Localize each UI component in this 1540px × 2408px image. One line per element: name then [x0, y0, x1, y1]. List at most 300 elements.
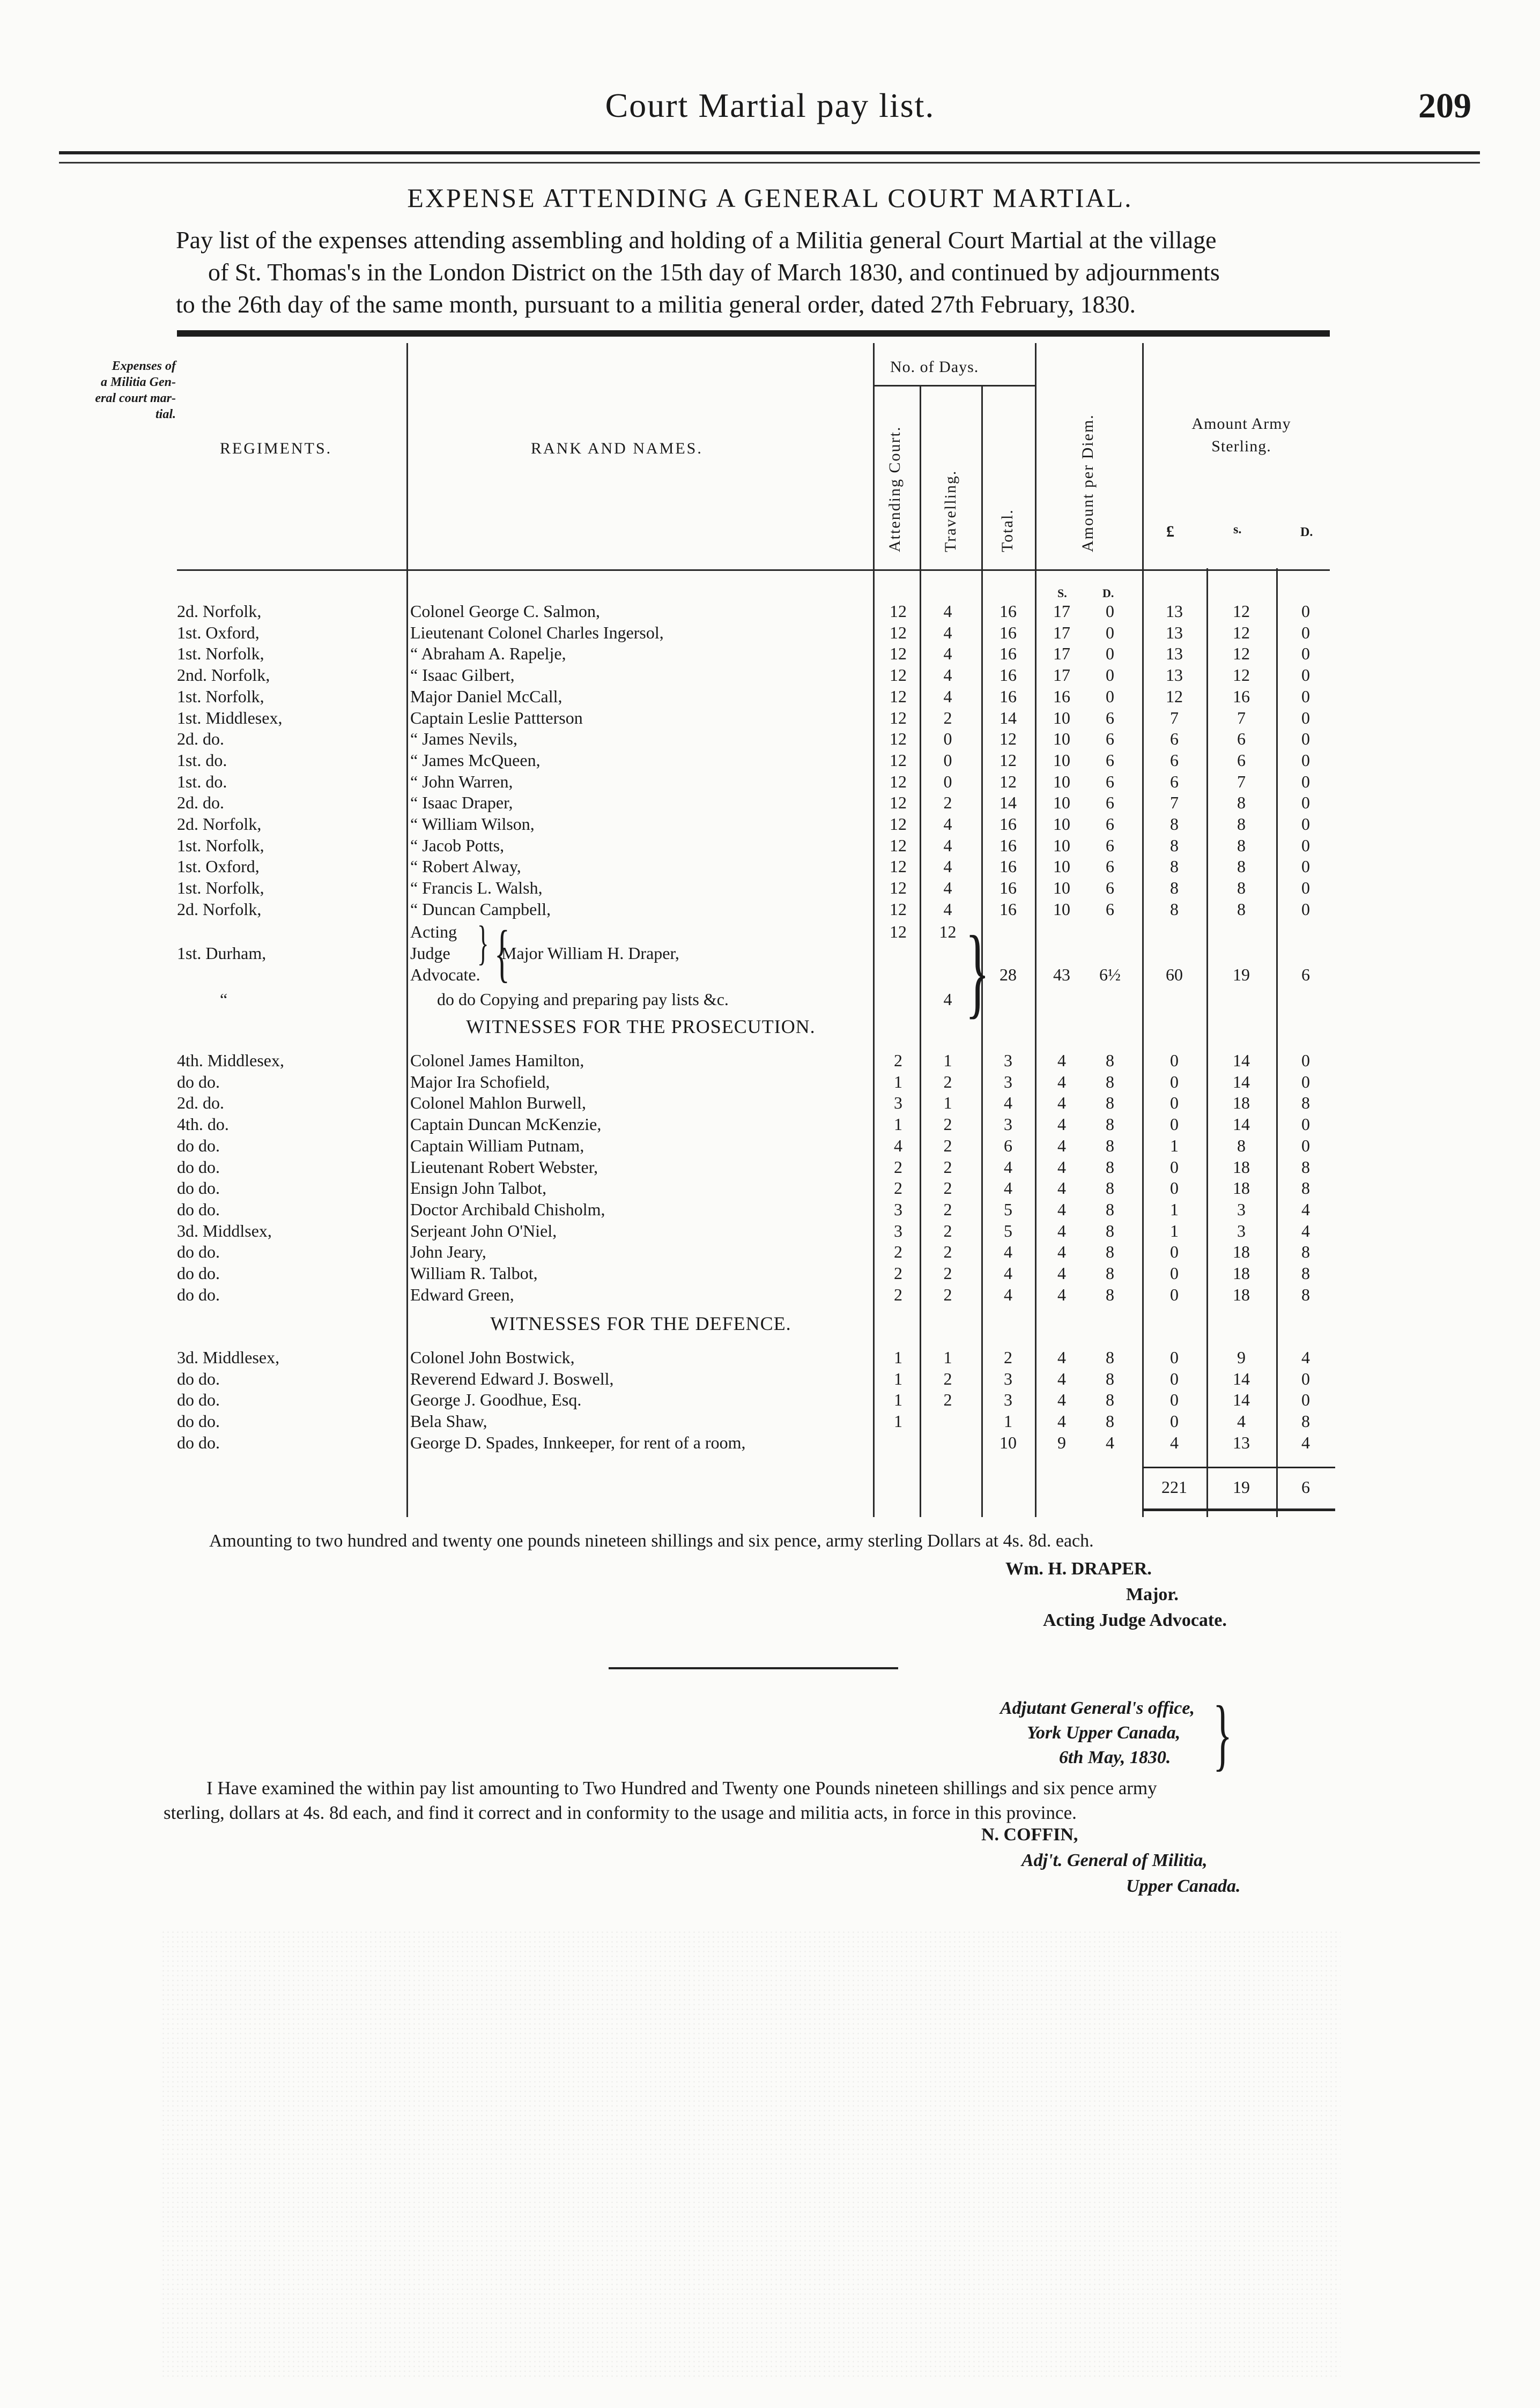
judge-regiment: 1st. Durham,: [177, 943, 266, 963]
officer-perdiem-s: 10: [1053, 814, 1070, 834]
defence-pence: 4: [1301, 1432, 1310, 1452]
prosecution-perdiem-s: 4: [1057, 1178, 1066, 1198]
judge-shillings: 19: [1233, 965, 1250, 984]
officer-shillings: 12: [1233, 601, 1250, 621]
prosecution-pounds: 0: [1170, 1242, 1179, 1262]
defence-pence: 8: [1301, 1411, 1310, 1431]
officer-pounds: 6: [1170, 729, 1179, 749]
officer-perdiem-s: 17: [1053, 665, 1070, 685]
prosecution-total: 4: [1004, 1242, 1012, 1262]
days-header-rule: [873, 385, 1035, 387]
prosecution-pounds: 1: [1170, 1199, 1179, 1219]
officer-attending: 12: [890, 899, 907, 919]
prosecution-regiment: do do.: [177, 1242, 220, 1262]
officer-pounds: 13: [1166, 644, 1183, 664]
prosecution-perdiem-s: 4: [1057, 1135, 1066, 1155]
prosecution-perdiem-d: 8: [1106, 1242, 1114, 1262]
prosecution-attending: 2: [894, 1284, 902, 1304]
officer-travelling: 2: [943, 708, 952, 727]
officer-name: “ James McQueen,: [410, 750, 541, 770]
bleed-through-texture: [161, 1930, 1341, 2380]
officer-pence: 0: [1301, 622, 1310, 642]
prosecution-shillings: 18: [1233, 1178, 1250, 1198]
header-travelling: Travelling.: [942, 470, 959, 552]
prosecution-pence: 4: [1301, 1199, 1310, 1219]
officer-pounds: 8: [1170, 899, 1179, 919]
officer-name: “ James Nevils,: [410, 729, 517, 749]
officer-regiment: 1st. Norfolk,: [177, 686, 264, 706]
officer-row: [0, 878, 1540, 900]
prosecution-row: [0, 1114, 1540, 1136]
prosecution-name: Major Ira Schofield,: [410, 1072, 550, 1091]
officer-perdiem-d: 6: [1106, 878, 1114, 898]
defence-row: [0, 1369, 1540, 1391]
coffin-name: N. COFFIN,: [981, 1825, 1078, 1845]
prosecution-attending: 2: [894, 1178, 902, 1198]
prosecution-pounds: 0: [1170, 1264, 1179, 1283]
margin-note-line: eral court mar-: [95, 391, 176, 405]
defence-attending: 1: [894, 1348, 902, 1367]
officer-regiment: 2d. Norfolk,: [177, 601, 262, 621]
officer-travelling: 4: [943, 665, 952, 685]
officer-perdiem-s: 10: [1053, 771, 1070, 791]
officer-row: [0, 623, 1540, 644]
prosecution-pounds: 0: [1170, 1093, 1179, 1113]
prosecution-pounds: 1: [1170, 1221, 1179, 1240]
prosecution-shillings: 14: [1233, 1072, 1250, 1091]
officer-name: “ William Wilson,: [410, 814, 535, 834]
header-shillings: s.: [1233, 523, 1242, 537]
officer-pence: 0: [1301, 601, 1310, 621]
officer-perdiem-d: 0: [1106, 622, 1114, 642]
certificate-line-2: sterling, dollars at 4s. 8d each, and find it correct and in conformity to the usage and militia acts, in force in this province.: [164, 1802, 1077, 1823]
defence-pence: 0: [1301, 1369, 1310, 1388]
officer-regiment: 2nd. Norfolk,: [177, 665, 270, 685]
header-pence: D.: [1300, 525, 1313, 539]
officer-pounds: 13: [1166, 601, 1183, 621]
officer-perdiem-d: 6: [1106, 814, 1114, 834]
officer-pence: 0: [1301, 793, 1310, 813]
prosecution-row: [0, 1136, 1540, 1157]
officer-attending: 12: [890, 708, 907, 727]
judge-copy-row: [0, 990, 1540, 1011]
officer-name: “ Jacob Potts,: [410, 835, 505, 855]
judge-total: 28: [999, 965, 1017, 984]
prosecution-row: [0, 1264, 1540, 1285]
defence-pounds: 0: [1170, 1390, 1179, 1410]
judge-copy-text: do do Copying and preparing pay lists &c.: [437, 990, 729, 1009]
officer-perdiem-d: 0: [1106, 601, 1114, 621]
officer-attending: 12: [890, 793, 907, 813]
running-title: Court Martial pay list.: [605, 86, 935, 124]
officer-row: [0, 750, 1540, 772]
officer-pounds: 6: [1170, 771, 1179, 791]
judge-attending: 12: [890, 922, 907, 941]
header-regiments: REGIMENTS.: [220, 440, 332, 457]
officer-perdiem-d: 6: [1106, 835, 1114, 855]
defence-name: Reverend Edward J. Boswell,: [410, 1369, 614, 1388]
officer-shillings: 8: [1237, 878, 1246, 898]
prosecution-name: Serjeant John O'Niel,: [410, 1221, 557, 1240]
prosecution-perdiem-d: 8: [1106, 1199, 1114, 1219]
judge-row: [0, 965, 1540, 986]
intro-line-3: to the 26th day of the same month, pursuant to a militia general order, dated 27th February, 1830.: [176, 291, 1136, 318]
prosecution-perdiem-s: 4: [1057, 1051, 1066, 1070]
defence-pence: 4: [1301, 1348, 1310, 1367]
prosecution-perdiem-d: 8: [1106, 1093, 1114, 1113]
intro-line-1: Pay list of the expenses attending assembling and holding of a Militia general Court Martial at the village: [176, 226, 1217, 254]
prosecution-pounds: 0: [1170, 1157, 1179, 1177]
officer-perdiem-s: 17: [1053, 622, 1070, 642]
judge-pounds: 60: [1166, 965, 1183, 984]
officer-row: [0, 665, 1540, 687]
prosecution-heading: WITNESSES FOR THE PROSECUTION.: [466, 1016, 816, 1037]
prosecution-pounds: 0: [1170, 1284, 1179, 1304]
prosecution-pence: 8: [1301, 1157, 1310, 1177]
defence-name: George D. Spades, Innkeeper, for rent of a room,: [410, 1432, 746, 1452]
draper-name: Wm. H. DRAPER.: [1005, 1559, 1152, 1579]
officer-attending: 12: [890, 857, 907, 876]
prosecution-regiment: do do.: [177, 1135, 220, 1155]
officer-attending: 12: [890, 601, 907, 621]
header-no-of-days: No. of Days.: [890, 358, 979, 376]
prosecution-perdiem-d: 8: [1106, 1072, 1114, 1091]
judge-rank-line-2: Judge: [410, 943, 450, 963]
officer-travelling: 4: [943, 644, 952, 664]
separator-rule: [609, 1667, 898, 1669]
officer-name: “ Isaac Gilbert,: [410, 665, 515, 685]
officer-shillings: 16: [1233, 686, 1250, 706]
prosecution-row: [0, 1178, 1540, 1200]
officer-row: [0, 900, 1540, 921]
judge-rank-line-1: Acting: [410, 922, 457, 941]
judge-right-brace-2: }: [965, 916, 990, 1028]
officer-perdiem-d: 6: [1106, 729, 1114, 749]
officer-row: [0, 857, 1540, 878]
officer-pence: 0: [1301, 686, 1310, 706]
prosecution-perdiem-d: 8: [1106, 1284, 1114, 1304]
office-line-3: 6th May, 1830.: [1059, 1748, 1171, 1767]
header-amount-army-sterling: Amount Army Sterling.: [1191, 415, 1291, 455]
defence-name: Bela Shaw,: [410, 1411, 487, 1431]
office-line-1: Adjutant General's office,: [1000, 1698, 1195, 1718]
intro-paragraph: [176, 224, 1350, 321]
judge-copy-regiment: “: [220, 990, 228, 1009]
defence-pounds: 0: [1170, 1348, 1179, 1367]
prosecution-row: [0, 1072, 1540, 1094]
defence-travelling: 2: [943, 1390, 952, 1410]
prosecution-total: 5: [1004, 1221, 1012, 1240]
officer-travelling: 4: [943, 622, 952, 642]
defence-attending: 1: [894, 1411, 902, 1431]
header-pounds: £: [1166, 523, 1174, 540]
judge-perdiem-d: 6½: [1099, 965, 1121, 984]
defence-regiment: do do.: [177, 1432, 220, 1452]
officer-pence: 0: [1301, 729, 1310, 749]
officer-perdiem-s: 10: [1053, 729, 1070, 749]
officer-perdiem-s: 16: [1053, 686, 1070, 706]
officer-travelling: 4: [943, 686, 952, 706]
officer-pounds: 8: [1170, 857, 1179, 876]
defence-perdiem-s: 4: [1057, 1411, 1066, 1431]
officer-perdiem-d: 6: [1106, 750, 1114, 770]
prosecution-travelling: 1: [943, 1093, 952, 1113]
officer-perdiem-s: 10: [1053, 835, 1070, 855]
prosecution-travelling: 2: [943, 1072, 952, 1091]
prosecution-pounds: 0: [1170, 1051, 1179, 1070]
officer-total: 14: [999, 708, 1017, 727]
officer-regiment: 1st. Norfolk,: [177, 878, 264, 898]
prosecution-total: 4: [1004, 1093, 1012, 1113]
officer-attending: 12: [890, 878, 907, 898]
prosecution-pounds: 0: [1170, 1072, 1179, 1091]
defence-perdiem-s: 4: [1057, 1348, 1066, 1367]
judge-travelling: 12: [939, 922, 957, 941]
officer-pence: 0: [1301, 899, 1310, 919]
officer-pence: 0: [1301, 835, 1310, 855]
officer-name: Major Daniel McCall,: [410, 686, 562, 706]
prosecution-travelling: 2: [943, 1157, 952, 1177]
officer-perdiem-s: 17: [1053, 644, 1070, 664]
judge-pence: 6: [1301, 965, 1310, 984]
prosecution-travelling: 2: [943, 1199, 952, 1219]
officer-regiment: 1st. Oxford,: [177, 857, 260, 876]
prosecution-perdiem-d: 8: [1106, 1264, 1114, 1283]
per-diem-s-label: S.: [1057, 586, 1067, 600]
officer-name: Lieutenant Colonel Charles Ingersol,: [410, 622, 664, 642]
officer-perdiem-d: 6: [1106, 708, 1114, 727]
officer-shillings: 7: [1237, 708, 1246, 727]
officer-perdiem-d: 6: [1106, 793, 1114, 813]
officer-pounds: 7: [1170, 708, 1179, 727]
defence-perdiem-s: 9: [1057, 1432, 1066, 1452]
officer-total: 16: [999, 622, 1017, 642]
officer-regiment: 1st. Norfolk,: [177, 644, 264, 664]
total-rule-top: [1142, 1467, 1335, 1468]
prosecution-name: Captain Duncan McKenzie,: [410, 1114, 602, 1134]
officer-total: 14: [999, 793, 1017, 813]
officer-travelling: 4: [943, 857, 952, 876]
defence-shillings: 9: [1237, 1348, 1246, 1367]
judge-right-brace-1: }: [477, 917, 489, 970]
officer-pence: 0: [1301, 750, 1310, 770]
defence-pounds: 4: [1170, 1432, 1179, 1452]
prosecution-regiment: 4th. do.: [177, 1114, 229, 1134]
defence-total: 2: [1004, 1348, 1012, 1367]
prosecution-perdiem-s: 4: [1057, 1221, 1066, 1240]
officer-travelling: 4: [943, 601, 952, 621]
prosecution-name: Ensign John Talbot,: [410, 1178, 547, 1198]
prosecution-shillings: 18: [1233, 1157, 1250, 1177]
officer-pounds: 8: [1170, 878, 1179, 898]
officer-regiment: 1st. do.: [177, 750, 227, 770]
officer-attending: 12: [890, 644, 907, 664]
prosecution-perdiem-d: 8: [1106, 1135, 1114, 1155]
defence-total: 1: [1004, 1411, 1012, 1431]
prosecution-name: Edward Green,: [410, 1284, 514, 1304]
officer-pounds: 8: [1170, 835, 1179, 855]
prosecution-shillings: 18: [1233, 1093, 1250, 1113]
defence-row: [0, 1411, 1540, 1433]
officer-total: 16: [999, 857, 1017, 876]
defence-perdiem-d: 8: [1106, 1369, 1114, 1388]
officer-travelling: 0: [943, 750, 952, 770]
officer-perdiem-d: 0: [1106, 644, 1114, 664]
officer-regiment: 2d. Norfolk,: [177, 814, 262, 834]
prosecution-perdiem-s: 4: [1057, 1157, 1066, 1177]
officer-total: 16: [999, 665, 1017, 685]
prosecution-perdiem-s: 4: [1057, 1284, 1066, 1304]
officer-perdiem-s: 10: [1053, 750, 1070, 770]
officer-name: “ Isaac Draper,: [410, 793, 513, 813]
officer-attending: 12: [890, 750, 907, 770]
officer-attending: 12: [890, 771, 907, 791]
officer-total: 12: [999, 750, 1017, 770]
defence-attending: 1: [894, 1390, 902, 1410]
officer-perdiem-d: 0: [1106, 686, 1114, 706]
officer-row: [0, 772, 1540, 793]
officer-row: [0, 708, 1540, 730]
prosecution-attending: 3: [894, 1093, 902, 1113]
prosecution-shillings: 14: [1233, 1051, 1250, 1070]
officer-travelling: 4: [943, 835, 952, 855]
prosecution-travelling: 2: [943, 1284, 952, 1304]
officer-regiment: 1st. Middlesex,: [177, 708, 283, 727]
officer-pounds: 13: [1166, 622, 1183, 642]
prosecution-regiment: do do.: [177, 1178, 220, 1198]
officer-perdiem-d: 6: [1106, 899, 1114, 919]
officer-shillings: 8: [1237, 793, 1246, 813]
prosecution-name: Doctor Archibald Chisholm,: [410, 1199, 605, 1219]
officer-regiment: 2d. do.: [177, 729, 224, 749]
prosecution-perdiem-d: 8: [1106, 1221, 1114, 1240]
officer-name: “ John Warren,: [410, 771, 513, 791]
prosecution-pence: 0: [1301, 1072, 1310, 1091]
prosecution-row: [0, 1157, 1540, 1179]
officer-shillings: 12: [1233, 665, 1250, 685]
officer-name: Captain Leslie Pattterson: [410, 708, 583, 727]
prosecution-regiment: do do.: [177, 1199, 220, 1219]
prosecution-total: 3: [1004, 1114, 1012, 1134]
prosecution-perdiem-d: 8: [1106, 1157, 1114, 1177]
officer-row: [0, 814, 1540, 836]
draper-rank: Major.: [1126, 1585, 1179, 1604]
defence-shillings: 14: [1233, 1390, 1250, 1410]
prosecution-travelling: 2: [943, 1178, 952, 1198]
prosecution-row: [0, 1285, 1540, 1306]
prosecution-pounds: 0: [1170, 1178, 1179, 1198]
defence-name: George J. Goodhue, Esq.: [410, 1390, 582, 1410]
officer-total: 16: [999, 686, 1017, 706]
officer-total: 16: [999, 601, 1017, 621]
prosecution-attending: 4: [894, 1135, 902, 1155]
officer-perdiem-s: 10: [1053, 857, 1070, 876]
prosecution-attending: 2: [894, 1157, 902, 1177]
officer-shillings: 8: [1237, 899, 1246, 919]
coffin-place: Upper Canada.: [1126, 1876, 1241, 1896]
prosecution-total: 4: [1004, 1157, 1012, 1177]
officer-regiment: 2d. Norfolk,: [177, 899, 262, 919]
prosecution-travelling: 2: [943, 1114, 952, 1134]
header-attending-court: Attending Court.: [886, 426, 904, 552]
judge-left-brace: {: [494, 917, 510, 989]
defence-total: 3: [1004, 1390, 1012, 1410]
prosecution-travelling: 2: [943, 1221, 952, 1240]
officer-shillings: 12: [1233, 644, 1250, 664]
officer-perdiem-d: 6: [1106, 857, 1114, 876]
prosecution-shillings: 18: [1233, 1264, 1250, 1283]
prosecution-attending: 3: [894, 1221, 902, 1240]
officer-total: 12: [999, 771, 1017, 791]
prosecution-shillings: 3: [1237, 1199, 1246, 1219]
draper-title: Acting Judge Advocate.: [1043, 1610, 1227, 1630]
defence-regiment: 3d. Middlesex,: [177, 1348, 280, 1367]
defence-travelling: 2: [943, 1369, 952, 1388]
prosecution-attending: 2: [894, 1051, 902, 1070]
grand-total-row: [0, 1477, 1540, 1499]
judge-name: Major William H. Draper,: [501, 943, 679, 963]
prosecution-total: 4: [1004, 1284, 1012, 1304]
prosecution-regiment: do do.: [177, 1284, 220, 1304]
prosecution-attending: 3: [894, 1199, 902, 1219]
prosecution-travelling: 2: [943, 1242, 952, 1262]
coffin-title: Adj't. General of Militia,: [1021, 1850, 1208, 1870]
defence-perdiem-s: 4: [1057, 1369, 1066, 1388]
officer-pounds: 13: [1166, 665, 1183, 685]
margin-note-line: a Militia Gen-: [100, 375, 176, 389]
officer-total: 12: [999, 729, 1017, 749]
defence-attending: 1: [894, 1369, 902, 1388]
defence-row: [0, 1348, 1540, 1369]
prosecution-regiment: 3d. Middlsex,: [177, 1221, 272, 1240]
margin-note: [58, 358, 176, 422]
prosecution-pence: 8: [1301, 1264, 1310, 1283]
officer-perdiem-s: 17: [1053, 601, 1070, 621]
defence-regiment: do do.: [177, 1369, 220, 1388]
prosecution-pence: 8: [1301, 1242, 1310, 1262]
header-rule: [59, 151, 1480, 163]
judge-rank-line-3: Advocate.: [410, 965, 480, 984]
judge-perdiem-s: 43: [1053, 965, 1070, 984]
total-rule-bottom: [1142, 1508, 1335, 1511]
intro-line-2: of St. Thomas's in the London District on the 15th day of March 1830, and continued by adjournments: [208, 258, 1220, 286]
defence-perdiem-d: 4: [1106, 1432, 1114, 1452]
officer-perdiem-s: 10: [1053, 878, 1070, 898]
header-total: Total.: [998, 509, 1016, 552]
defence-pounds: 0: [1170, 1369, 1179, 1388]
officer-travelling: 0: [943, 771, 952, 791]
certificate-line-1: I Have examined the within pay list amounting to Two Hundred and Twenty one Pounds nineteen shillings and six pence army: [206, 1778, 1157, 1798]
per-diem-d-label: D.: [1102, 586, 1114, 600]
officer-name: Colonel George C. Salmon,: [410, 601, 601, 621]
prosecution-pence: 0: [1301, 1114, 1310, 1134]
officer-pence: 0: [1301, 708, 1310, 727]
defence-perdiem-d: 8: [1106, 1390, 1114, 1410]
judge-row: [0, 922, 1540, 943]
prosecution-regiment: 2d. do.: [177, 1093, 224, 1113]
officer-regiment: 1st. Oxford,: [177, 622, 260, 642]
header-rank-names: RANK AND NAMES.: [531, 440, 703, 457]
prosecution-regiment: do do.: [177, 1072, 220, 1091]
prosecution-row: [0, 1093, 1540, 1114]
officer-attending: 12: [890, 665, 907, 685]
prosecution-shillings: 14: [1233, 1114, 1250, 1134]
officer-regiment: 1st. do.: [177, 771, 227, 791]
prosecution-row: [0, 1242, 1540, 1264]
officer-pounds: 12: [1166, 686, 1183, 706]
defence-row: [0, 1390, 1540, 1411]
prosecution-perdiem-s: 4: [1057, 1199, 1066, 1219]
